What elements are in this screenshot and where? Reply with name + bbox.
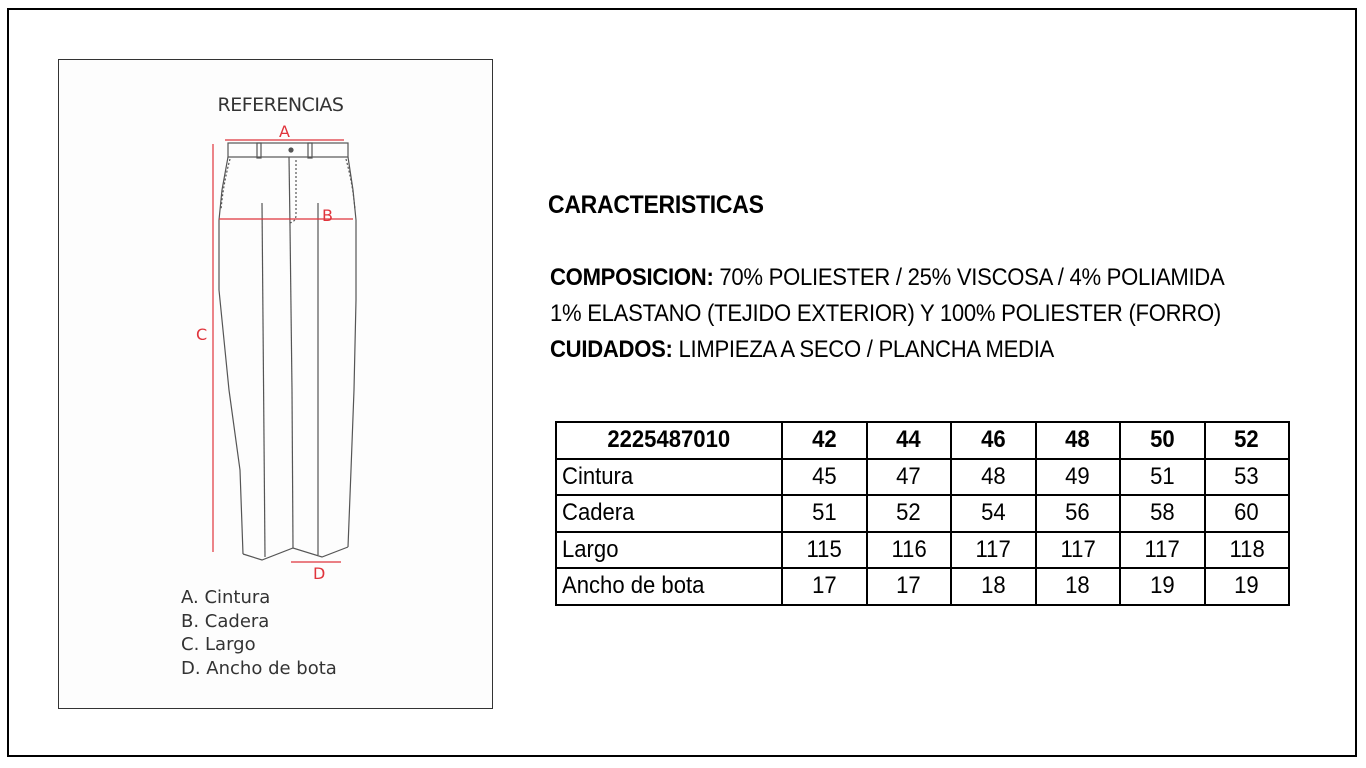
table-row <box>556 532 1289 569</box>
table-row <box>556 459 1289 496</box>
row-label: Largo <box>556 532 782 569</box>
table-cell: 19 <box>1205 568 1290 605</box>
table-cell: 54 <box>951 495 1036 532</box>
legend-item-cadera: B. Cadera <box>181 610 270 632</box>
table-cell: 45 <box>782 459 867 496</box>
table-cell: 49 <box>1036 459 1121 496</box>
care-line <box>550 336 1054 364</box>
legend-item-cintura: A. Cintura <box>181 587 271 608</box>
marker-d: D <box>313 564 326 583</box>
table-cell: 58 <box>1120 495 1205 532</box>
legend-item-ancho-de-bota: D. Ancho de bota <box>181 657 337 679</box>
table-cell: 48 <box>951 459 1036 496</box>
size-header-cell: 42 <box>782 422 867 459</box>
table-cell: 18 <box>1036 568 1121 605</box>
table-cell: 19 <box>1120 568 1205 605</box>
size-header-cell: 48 <box>1036 422 1121 459</box>
table-cell: 60 <box>1205 495 1290 532</box>
table-cell: 117 <box>951 532 1036 569</box>
references-panel <box>58 59 493 709</box>
table-cell: 47 <box>867 459 952 496</box>
composition-line-2: 1% ELASTANO (TEJIDO EXTERIOR) Y 100% POLIESTER (FORRO) <box>550 300 1221 327</box>
marker-b: B <box>322 206 333 225</box>
table-cell: 56 <box>1036 495 1121 532</box>
table-cell: 117 <box>1036 532 1121 569</box>
row-label: Cintura <box>556 459 782 496</box>
size-header-cell: 44 <box>867 422 952 459</box>
table-row <box>556 568 1289 605</box>
table-cell: 51 <box>1120 459 1205 496</box>
composition-value: 70% POLIESTER / 25% VISCOSA / 4% POLIAMIDA <box>713 264 1225 291</box>
table-cell: 17 <box>867 568 952 605</box>
care-label: CUIDADOS: <box>550 336 673 363</box>
table-cell: 53 <box>1205 459 1290 496</box>
size-header-cell: 52 <box>1205 422 1290 459</box>
table-row <box>556 495 1289 532</box>
table-cell: 17 <box>782 568 867 605</box>
row-label: Cadera <box>556 495 782 532</box>
characteristics-title: CARACTERISTICAS <box>548 191 764 219</box>
product-code-cell: 2225487010 <box>556 422 782 459</box>
size-header-cell: 46 <box>951 422 1036 459</box>
table-cell: 52 <box>867 495 952 532</box>
size-table-header <box>556 422 1289 459</box>
marker-c: C <box>196 325 208 344</box>
table-cell: 18 <box>951 568 1036 605</box>
references-title: REFERENCIAS <box>217 94 344 116</box>
table-cell: 117 <box>1120 532 1205 569</box>
table-cell: 51 <box>782 495 867 532</box>
composition-label: COMPOSICION: <box>550 264 714 291</box>
size-header-cell: 50 <box>1120 422 1205 459</box>
table-cell: 115 <box>782 532 867 569</box>
row-label: Ancho de bota <box>556 568 782 605</box>
references-legend <box>181 586 337 680</box>
composition-line <box>550 264 1224 292</box>
table-cell: 118 <box>1205 532 1290 569</box>
legend-item-largo: C. Largo <box>181 634 256 655</box>
marker-a: A <box>279 122 290 141</box>
size-table <box>555 421 1290 606</box>
table-cell: 116 <box>867 532 952 569</box>
care-value: LIMPIEZA A SECO / PLANCHA MEDIA <box>672 336 1055 363</box>
